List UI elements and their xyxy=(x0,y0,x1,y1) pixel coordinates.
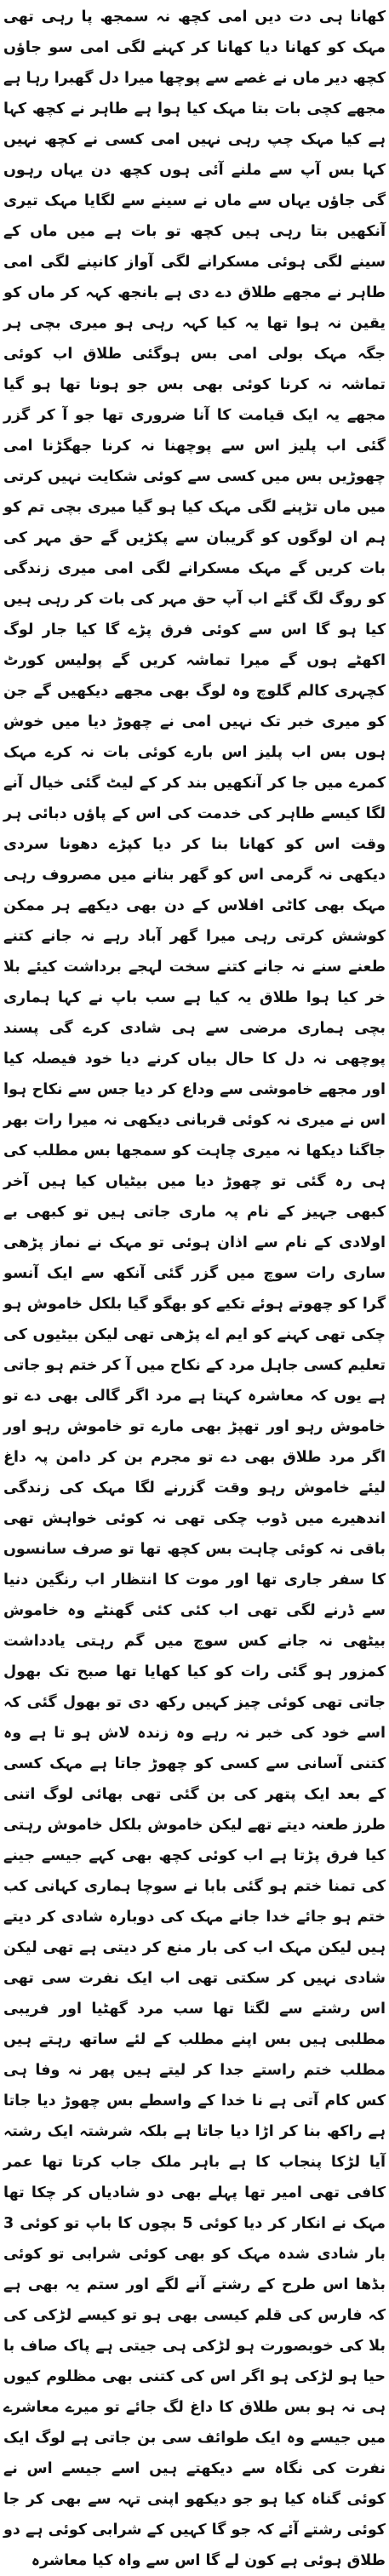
story-body-text: کھانا ہی دت دیں امی کچھ نہ سمجھ پا رہی تھی مہک کو کھانا دیا کھانا کر کہنے لگی امی سو جاؤں کچھ دیر ماں نے غصے سے پوچھا میرا دل گھبرا رہا ہے مجھے کچی بات بتا مہک کیا ہوا ہے طاہر نے کچھ کہا ہے کیا مہک چپ رہی نہیں امی کسی نے کچھ نہیں کہا بس آپ سے ملنے آئی ہوں کچھ دن یہاں رہوں گی جاؤں یہاں سے ماں نے سینے سے لگایا مہک تیری آنکھیں بتا رہی ہیں کچھ تو بات ہے میں ماں کے سینے لگی ہوئی مسکرانے لگی آواز کانپنے لگی امی طاہر نے مجھے طلاق دے دی ہے بانجھ کہہ کر ماں کو یقین نہ ہوا تھا یہ کیا کہہ رہی ہو میری بچی ہر جگہ مہک بولی امی بس ہوگئی طلاق اب کوئی تماشہ نہ کرنا کوئی بھی بس جو ہونا تھا ہو گیا مجھے یہ ایک قیامت کا آنا ضروری تھا جو آ کر گزر گئی اب پلیز اس سے پوچھنا نہ کرنا جھگڑنا امی چھوڑیں بس میں کسی سے کوئی شکایت نہیں کرتی میں ماں تڑپنے لگی مہک کیا ہو گیا میری بچی تم کو ہم ان لوگوں کو گریبان سے پکڑیں گے حق مہر کی بات کریں گے مہک مسکرانے لگی امی میری زندگی کو روگ لگ گئے اب آپ حق مہر کی بات کر رہی ہیں کیا ہو گا اس سے کوئی فرق پڑے گا کیا جار لوگ اکھٹے ہوں گے میرا تماشہ کریں گے پولیس کورٹ کچہری کالم گلوچ وہ لوگ بھی مجھے دیکھیں گے جن کو میری خبر تک نہیں امی نے چھوڑ دیا میں خوش ہوں بس اب پلیز اس بارے کوئی بات نہ کرے مہک کمرے میں جا کر آنکھیں بند کر کے لیٹ گئی خیال آنے لگا کیسے طاہر کی خدمت کی اس کے پاؤں دبائی ہر وقت اس کو کھانا بنا کر دیا کپڑے دھونا سردی دیکھی نہ گرمی اس کو گھر بنانے میں مصروف رہی مہک بھی کاٹی افلاس کے دن بھی دیکھے ہر ممکن کوشش کرتی رہی میرا گھر آباد رہے نہ جانے کتنے طعنے سنے نہ جانے کتنے سخت لہجے برداشت کیئے بلا خر کیا ہوا طلاق یہ کیا ہے سب باپ نے کہا ہماری بچی ہماری مرضی سے ہی شادی کرے گی پسند پوچھی نہ دل کا حال بیاں کرنے دیا خود فیصلہ کیا اور مجھے خاموشی سے وداع کر دیا جس سے نکاح ہوا اس نے میری نہ کوئی قربانی دیکھی نہ میرا رات بھر جاگنا دیکھا نہ میری چاہت کو سمجھا بس مطلب کی ہی رہ گئی تو چھوڑ دیا میں بیٹیاں کیا ہیں آخر کبھی جہیز کے نام پہ ماری جاتی ہیں تو کبھی بے اولادی کے نام سے اذان ہوئی تو مہک نے نماز پڑھی ساری رات سوچ میں گزر گئی آنکھ سے ایک آنسو گرا کو چھوتے ہوئے تکیے کو بھگو گیا بلکل خاموش ہو چکی تھی کہنے کو ایم اے پڑھی تھی لیکن بیٹیوں کی تعلیم کسی جاہل مرد کے نکاح میں آ کر ختم ہو جاتی ہے یوں کہ معاشرہ کہتا ہے مرد اگر گالی بھی دے تو خاموش رہو اور تھپڑ بھی مارے تو خاموش رہو اور اگر مرد طلاق بھی دے تو مجرم بن کر دامن پہ داغ لیئے خاموش رہو وقت گزرنے لگا مہک کی زندگی اندھیرے میں ڈوب چکی تھی نہ کوئی خواہش تھی باقی نہ کوئی چاہت بس کچھ تھا تو صرف سانسوں کا سفر جاری تھا اور موت کا انتظار اب رنگین دنیا سے ڈرنے لگی تھی اب کئی کئی گھنٹے وہ خاموش بیٹھی نہ جانے کس سوچ میں گم رہتی یادداشت کمزور ہو گئی رات کو کیا کھایا تھا صبح تک بھول جاتی تھی کوئی چیز کہیں رکھ دی تو بھول گئی کہ اسے خود کی خبر نہ رہے وہ زندہ لاش ہو تا ہے وہ کتنی آسانی سے کسی کو چھوڑ جاتا ہے مہک کسی کے بعد ایک پتھر کی بن گئی تھی بھائی لوگ اتنی طرز طعنہ دیتے تھے لیکن خاموش بلکل خاموش رہتی کیا فرق پڑتا ہے اب کوئی کچھ بھی کہے جیسے جینے کی تمنا ختم ہو گئی بابا نے سوچا ہماری کہانی کب ختم ہو جائے خدا جانے مہک کی دوبارہ شادی کر دیتے ہیں لیکن مہک اب کی بار منع کر دیتی ہے تھی لیکن شادی نہیں کر سکتی تھی اب ایک نفرت سی تھی اس رشتے سے لگتا تھا سب مرد گھٹیا اور فریبی مطلبی ہیں بس اپنے مطلب کے لئے ساتھ رہتے ہیں مطلب ختم راستے جدا کر لیتے ہیں پھر نہ وفا ہی کس کام آتی ہے نا خدا کے واسطے بس چھوڑ دیا جاتا ہے راکھ بنا کر اڑا دیا جاتا ہے بلکہ شرشتہ ایک رشتہ آیا لڑکا پنجاب کا ہے باہر ملک جاب کرتا تھا عمر کافی تھی امیر تھا پہلے بھی دو شادیاں کر چکا تھا مہک نے انکار کر دیا کوئی 5 بچوں کا باپ تو کوئی 3 بار شادی شدہ مہک کو بھی کوئی شرابی تو کوئی بڈھا اس طرح کے رشتے آنے لگے اور ستم یہ بھی ہے کہ فارس کی قلم کیسی بھی ہو تو کیسے لڑکی کی بلا کی خوبصورت ہو لڑکی ہی جیتی ہے پاک صاف با حیا ہو لڑکی ہو اگر اس کی کتنی بھی مظلوم کیوں ہی نہ ہو بس طلاق کا داغ لگ جائے تو میرے معاشرے میں جیسے وہ ایک طوائف سی بن جاتی ہے لوگ ایک نفرت کی نگاہ سے دیکھتے ہیں اسے جیسے اس نے کوئی گناہ کیا ہو جو دیکھو اپنی تہہ سے بھی کر جا کوئی رشتے آئے کہ جو گا کہیں کے شرابی کوئی ہے دو طلاق ہوئی ہے کون لے گا اس سے واہ کیا معاشرہ xyxy=(3,9,386,2569)
